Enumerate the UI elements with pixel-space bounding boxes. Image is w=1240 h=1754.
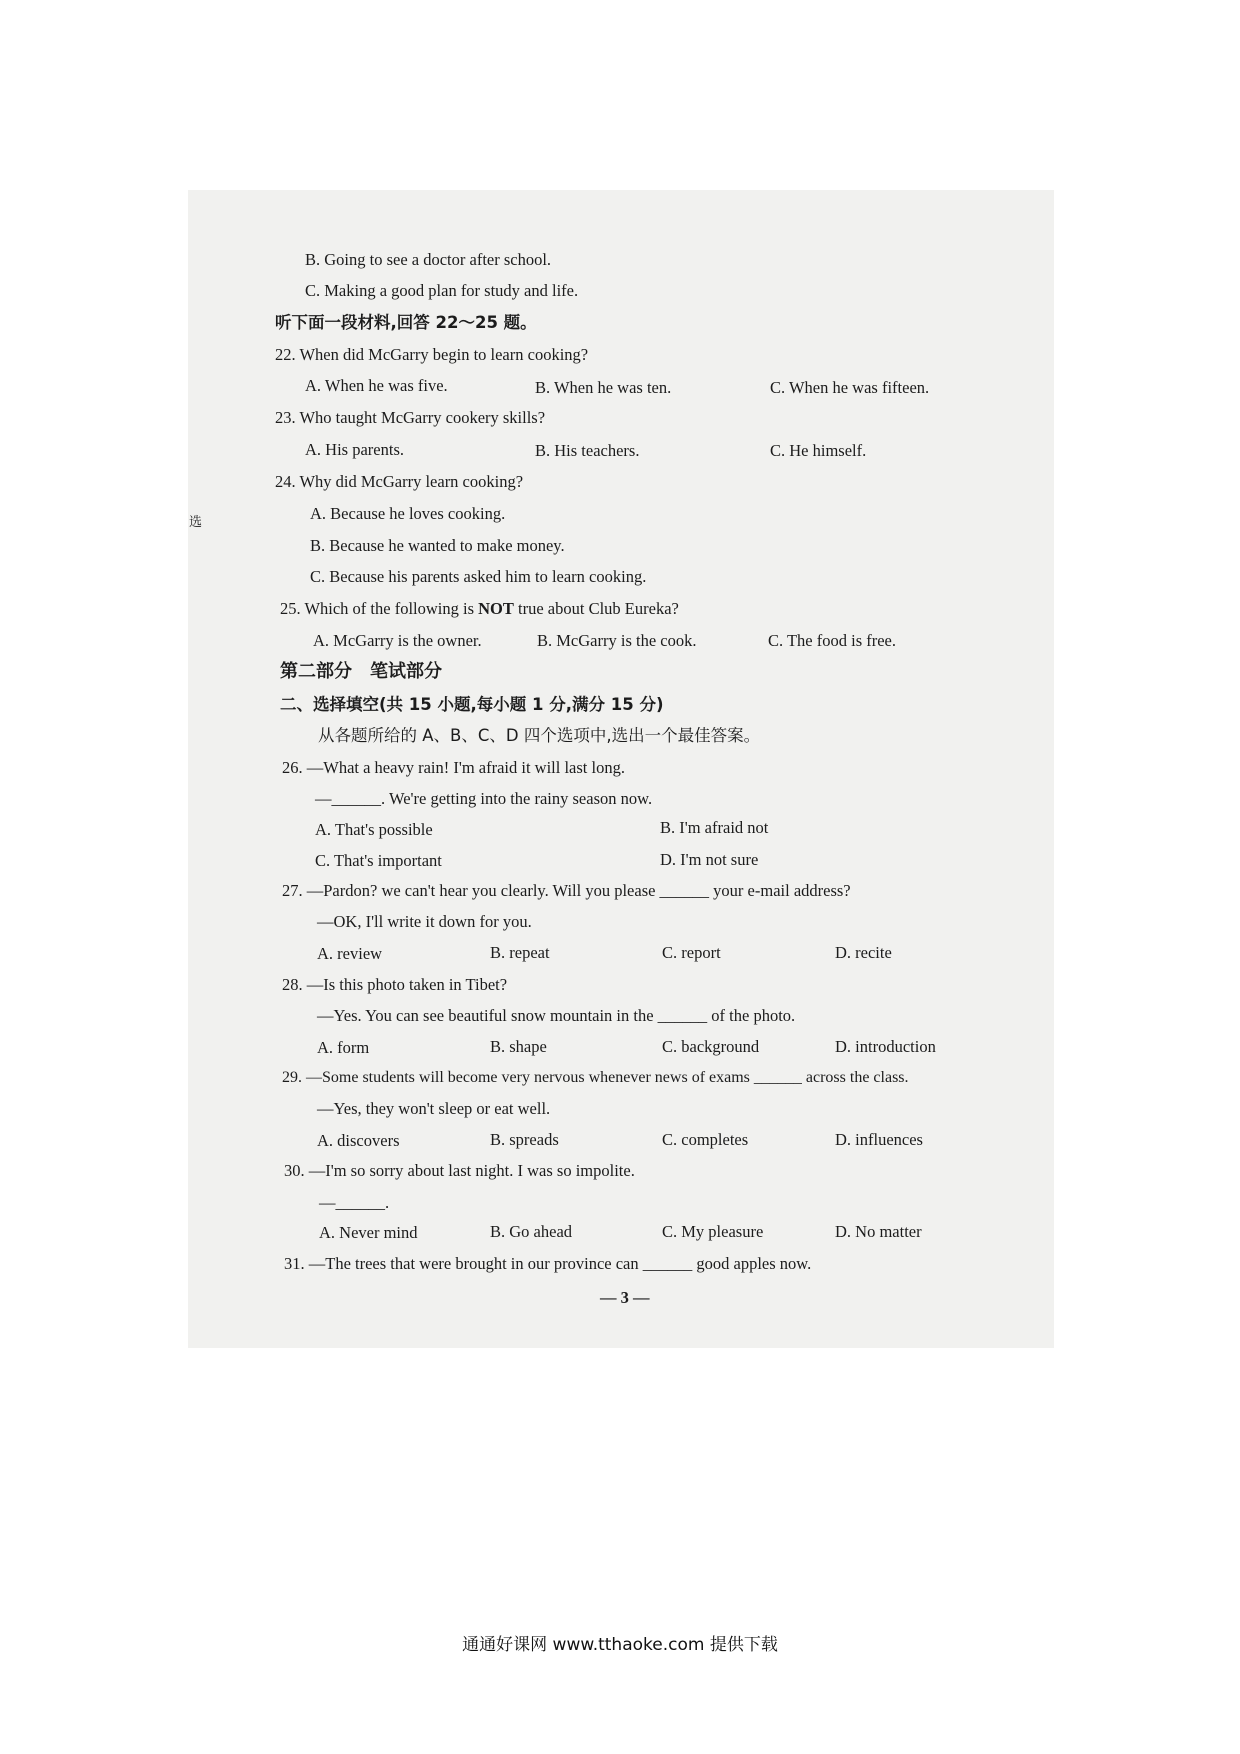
listening-instruction: 听下面一段材料,回答 22～25 题。 [275, 313, 537, 332]
q28-option-c: C. background [662, 1037, 760, 1056]
q29-line2: —Yes, they won't sleep or eat well. [317, 1099, 551, 1118]
q24-stem: 24. Why did McGarry learn cooking? [275, 472, 524, 491]
q25-stem-start: 25. Which of the following is [280, 599, 479, 618]
q28-line2: —Yes. You can see beautiful snow mountain in the ______ of the photo. [317, 1006, 796, 1025]
q22-option-b: B. When he was ten. [535, 378, 672, 397]
q21-option-b: B. Going to see a doctor after school. [305, 250, 552, 269]
q23-stem: 23. Who taught McGarry cookery skills? [275, 408, 546, 427]
section2-title: 二、选择填空(共 15 小题,每小题 1 分,满分 15 分) [280, 695, 664, 714]
q22-option-a: A. When he was five. [305, 376, 448, 395]
q29-option-d: D. influences [835, 1130, 923, 1149]
q27-option-d: D. recite [835, 943, 892, 962]
q24-option-b: B. Because he wanted to make money. [310, 536, 565, 555]
q26-option-c: C. That's important [315, 851, 442, 870]
q29-option-b: B. spreads [490, 1130, 559, 1149]
q26-option-d: D. I'm not sure [660, 850, 759, 869]
q27-option-b: B. repeat [490, 943, 550, 962]
q30-option-a: A. Never mind [319, 1223, 418, 1242]
q25-option-a: A. McGarry is the owner. [313, 631, 482, 650]
q26-line1: 26. —What a heavy rain! I'm afraid it will last long. [282, 758, 625, 777]
q28-option-b: B. shape [490, 1037, 547, 1056]
q25-stem-end: true about Club Eureka? [513, 599, 679, 618]
q27-option-a: A. review [317, 944, 383, 963]
q25-stem [280, 599, 679, 619]
q24-option-a: A. Because he loves cooking. [310, 504, 506, 523]
q30-line2: —______. [319, 1193, 390, 1212]
q30-option-b: B. Go ahead [490, 1222, 573, 1241]
q28-line1: 28. —Is this photo taken in Tibet? [282, 975, 508, 994]
q25-option-c: C. The food is free. [768, 631, 896, 650]
page-number: — 3 — [600, 1288, 650, 1307]
q29-option-a: A. discovers [317, 1131, 400, 1150]
q23-option-c: C. He himself. [770, 441, 867, 460]
part2-title: 第二部分 笔试部分 [280, 661, 442, 682]
q29-option-c: C. completes [662, 1130, 749, 1149]
q30-line1: 30. —I'm so sorry about last night. I was so impolite. [284, 1161, 635, 1180]
q24-option-c: C. Because his parents asked him to learn cooking. [310, 567, 647, 586]
q30-option-c: C. My pleasure [662, 1222, 764, 1241]
q26-option-a: A. That's possible [315, 820, 433, 839]
side-mark: 选 [189, 515, 203, 530]
q22-stem: 22. When did McGarry begin to learn cooking? [275, 345, 589, 364]
q27-option-c: C. report [662, 943, 721, 962]
q26-line2: —______. We're getting into the rainy season now. [315, 789, 653, 808]
q31-line1: 31. —The trees that were brought in our province can ______ good apples now. [284, 1254, 812, 1273]
q21-option-c: C. Making a good plan for study and life. [305, 281, 579, 300]
q26-option-b: B. I'm afraid not [660, 818, 769, 837]
download-footer: 通通好课网 www.tthaoke.com 提供下载 [462, 1635, 778, 1655]
q28-option-d: D. introduction [835, 1037, 936, 1056]
q27-line2: —OK, I'll write it down for you. [317, 912, 532, 931]
q27-line1: 27. —Pardon? we can't hear you clearly. Will you please ______ your e-mail address? [282, 881, 851, 900]
q25-stem-emphasis: NOT [478, 599, 514, 618]
q25-option-b: B. McGarry is the cook. [537, 631, 697, 650]
q30-option-d: D. No matter [835, 1222, 922, 1241]
section2-instruction: 从各题所给的 A、B、C、D 四个选项中,选出一个最佳答案。 [318, 726, 761, 745]
q23-option-a: A. His parents. [305, 440, 404, 459]
q29-line1: 29. —Some students will become very nervous whenever news of exams ______ across the class. [282, 1069, 909, 1086]
q28-option-a: A. form [317, 1038, 370, 1057]
q22-option-c: C. When he was fifteen. [770, 378, 930, 397]
q23-option-b: B. His teachers. [535, 441, 640, 460]
